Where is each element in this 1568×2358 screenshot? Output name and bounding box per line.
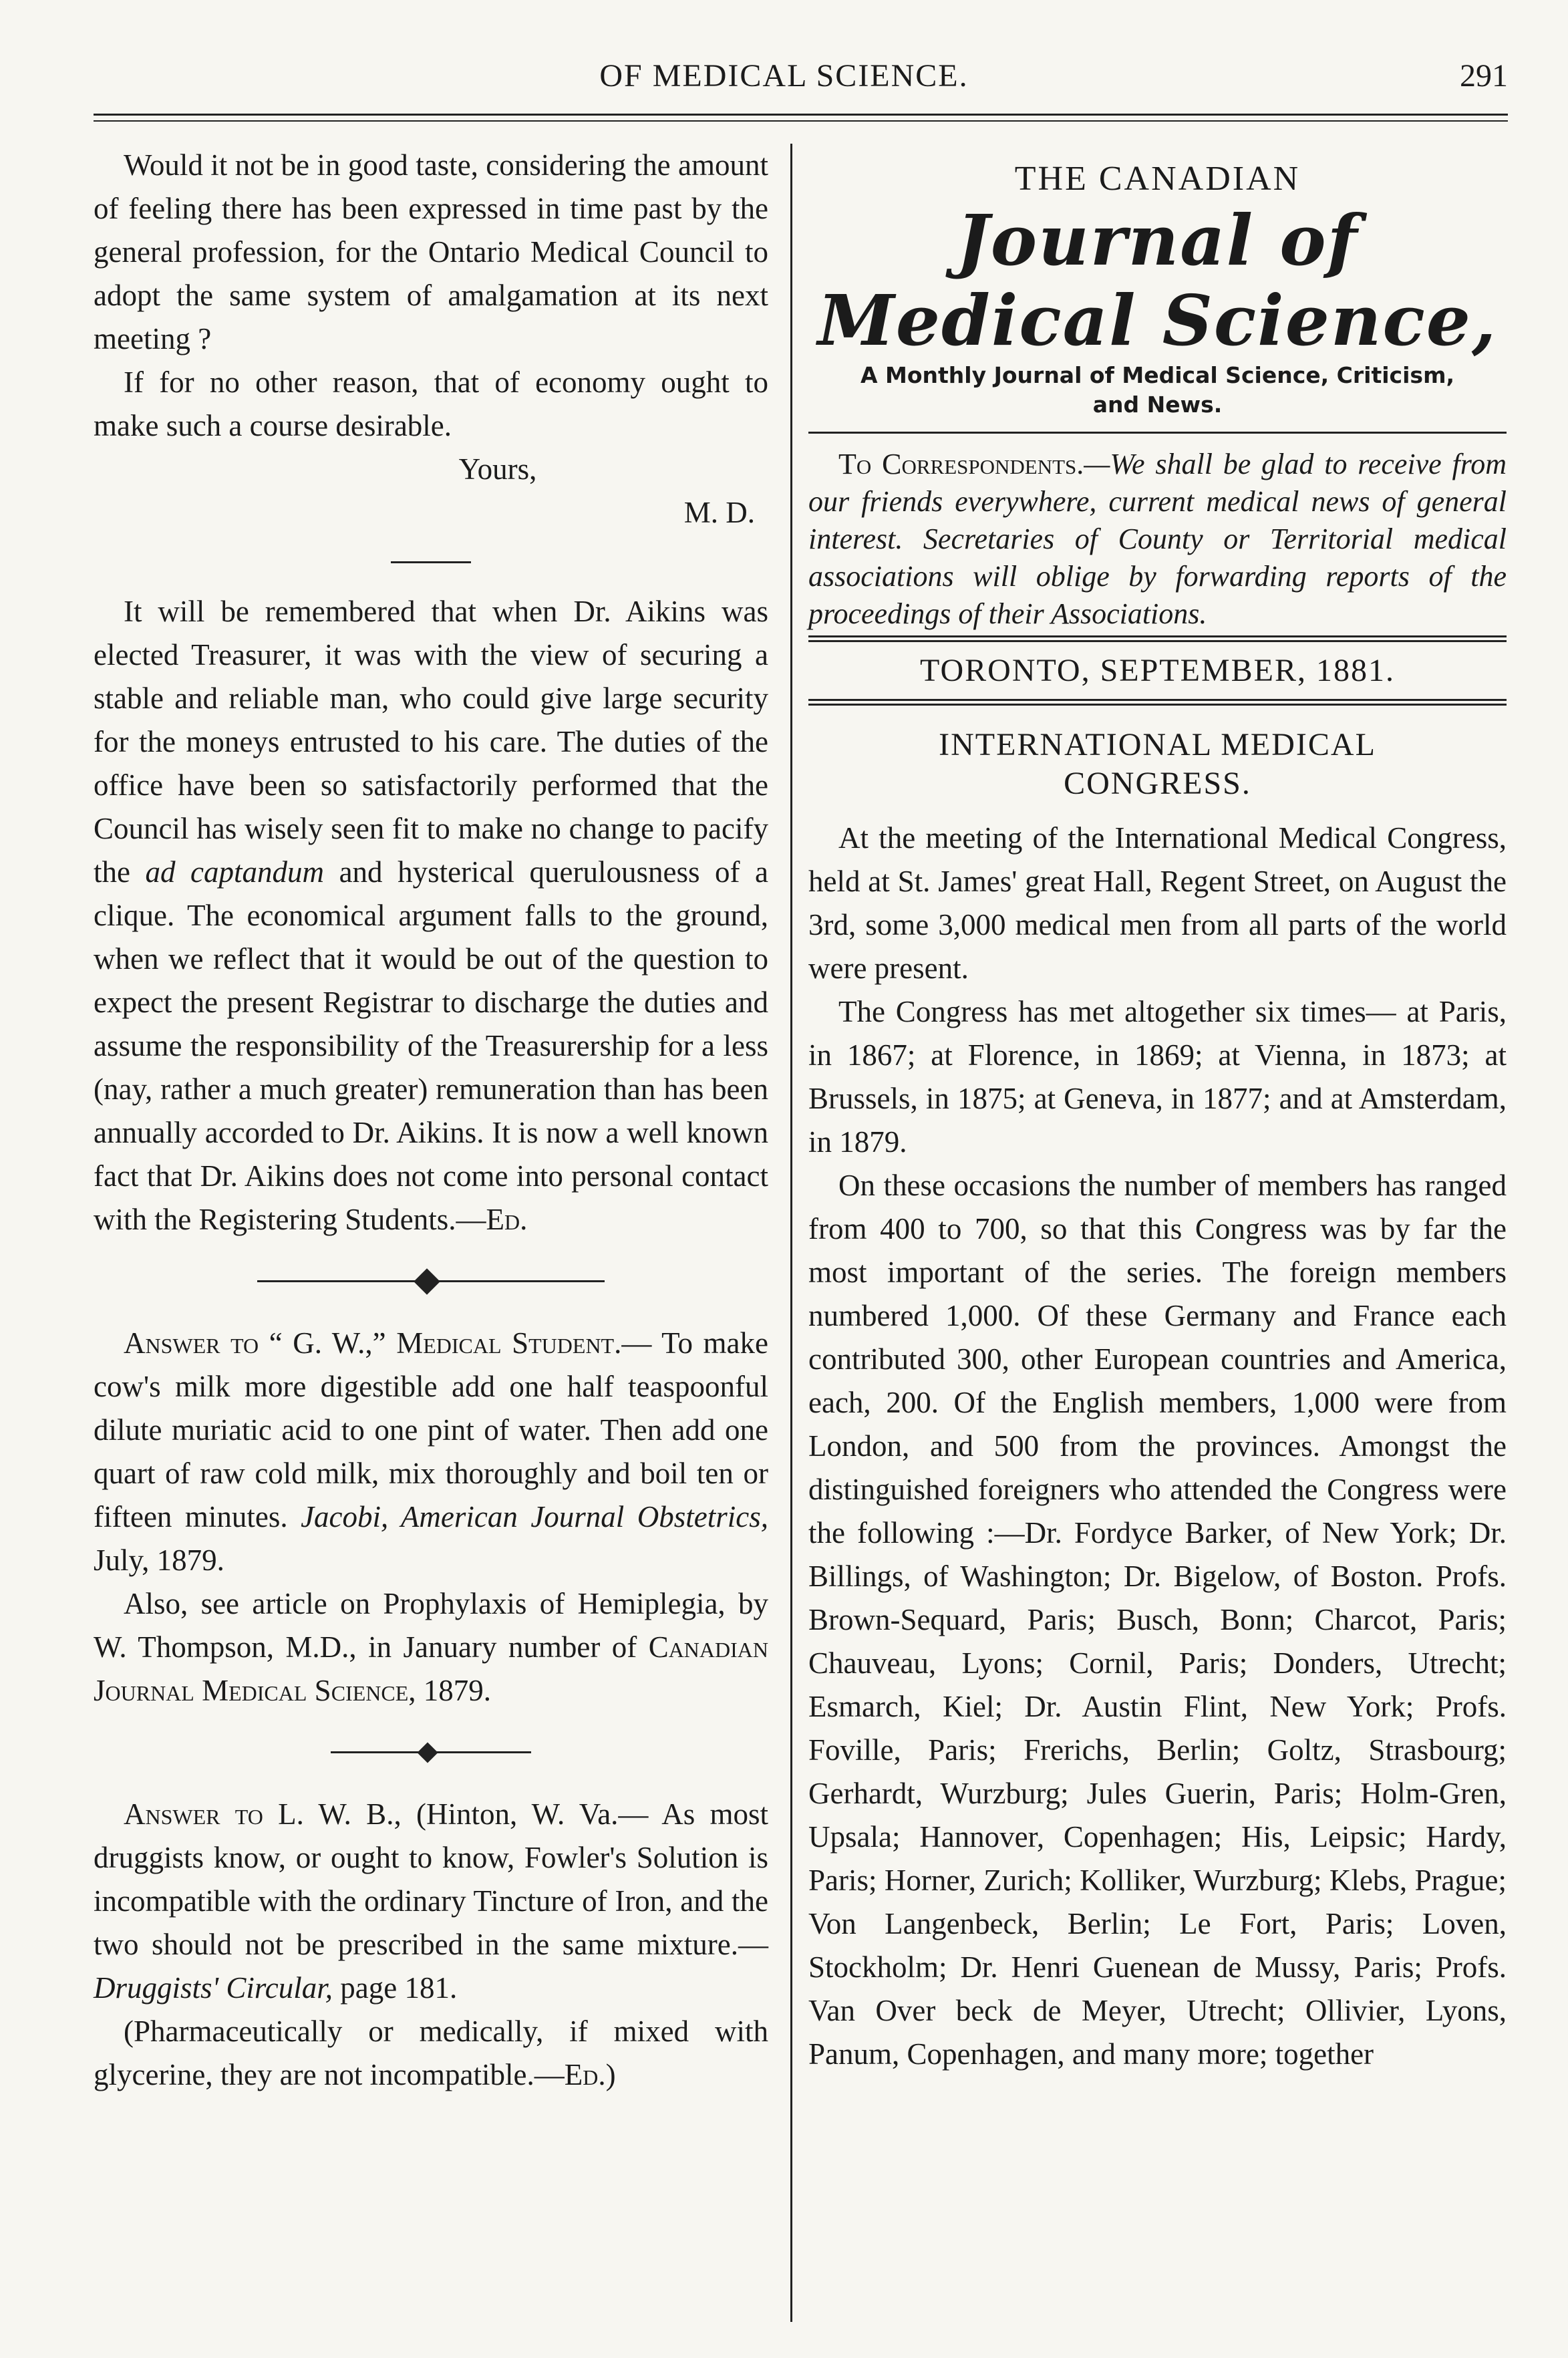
rule bbox=[808, 699, 1507, 701]
right-column bbox=[808, 144, 1507, 2076]
separator-rule bbox=[391, 561, 471, 563]
running-title: OF MEDICAL SCIENCE. bbox=[599, 58, 969, 94]
answer-gw: Answer to “ G. W.,” Medical Student.— To make cow's milk more digestible add one half teaspoonful dilute muriatic acid to one pint of water. Then add one quart of raw cold milk, mix thoroughly and boil ten or fifteen minutes. Jacobi, American Journal Obstetrics, July, 1879. bbox=[94, 1326, 769, 1577]
masthead-top: THE CANADIAN bbox=[1014, 160, 1301, 198]
masthead-subtitle: A Monthly Journal of Medical Science, Criticism, and News. bbox=[860, 362, 1454, 418]
column-divider bbox=[790, 144, 792, 2322]
rule bbox=[808, 704, 1507, 706]
correspondents-notice: To Correspondents.—We shall be glad to receive from our friends everywhere, current medical news of general interest. Secretaries of County or Territorial medical associations will oblige by forwarding reports of the proceedings of their Associations. bbox=[808, 448, 1507, 630]
dateline: TORONTO, SEPTEMBER, 1881. bbox=[920, 653, 1395, 688]
paragraph: Would it not be in good taste, considering the amount of feeling there has been expressed in time past by the general profession, for the Ontario Medical Council to adopt the same system of amalgamation at its next meeting ? bbox=[94, 148, 768, 355]
paragraph-treasurer: It will be remembered that when Dr. Aikins was elected Treasurer, it was with the view of securing a stable and reliable man, who could give large security for the moneys entrusted to his care. The duties of the office have been so satisfactorily performed that the Council has wisely seen fit to make no change to pacify the ad captandum and hysterical querulousness of a clique. The economical argument falls to the ground, when we reflect that it would be out of the question to expect the present Registrar to discharge the duties and assume the responsibility of the Treasurership for a less (nay, rather a much greater) remuneration than has been annually accorded to Dr. Aikins. It is now a well known fact that Dr. Aikins does not come into personal contact with the Registering Students.—Ed. bbox=[94, 595, 769, 1236]
signature-yours: Yours, bbox=[458, 452, 537, 486]
paragraph: On these occasions the number of members has ranged from 400 to 700, so that this Congress was by far the most important of the series. The foreign members numbered 1,000. Of these Germany and France each contributed 300, other European countries and America, each, 200. Of the English members, 1,000 were from London, and 500 from the provinces. Amongst the distinguished foreigners who attended the Congress were the following :—Dr. Fordyce Barker, of New York; Dr. Billings, of Washington; Dr. Bigelow, of Boston. Profs. Brown-Sequard, Paris; Busch, Bonn; Charcot, Paris; Chauveau, Lyons; Cornil, Paris; Donders, Utrecht; Esmarch, Kiel; Dr. Austin Flint, New York; Profs. Foville, Paris; Frerichs, Berlin; Goltz, Strasbourg; Gerhardt, Wurzburg; Jules Guerin, Paris; Holm-Gren, Upsala; Hannover, Copenhagen; His, Leipsic; Hardy, Paris; Horner, Zurich; Kolliker, Wurzburg; Klebs, Prague; Von Langenbeck, Berlin; Le Fort, Paris; Loven, Stockholm; Dr. Henri Guenean de Mussy, Paris; Profs. Van Over beck de Meyer, Utrecht; Ollivier, Lyons, Panum, Copenhagen, and many more; together bbox=[808, 1169, 1507, 2071]
answer-lwb: Answer to L. W. B., (Hinton, W. Va.— As most druggists know, or ought to know, Fowler's Solution is incompatible with the ordinary Tincture of Iron, and the two should not be prescribed in the same mixture.— Druggists' Circular, page 181. bbox=[94, 1797, 769, 2005]
section-title: INTERNATIONAL MEDICAL CONGRESS. bbox=[939, 727, 1376, 801]
ornament-divider bbox=[257, 1268, 605, 1295]
left-column bbox=[94, 144, 768, 2097]
rule bbox=[808, 432, 1507, 434]
rule bbox=[808, 640, 1507, 642]
header-rule-double bbox=[94, 120, 1508, 122]
ornament-divider-small bbox=[331, 1739, 531, 1766]
running-header bbox=[0, 53, 1568, 114]
paragraph: At the meeting of the International Medical Congress, held at St. James' great Hall, Regent Street, on August the 3rd, some 3,000 medical men from all parts of the world were present. bbox=[808, 821, 1507, 985]
paragraph-editor-note: (Pharmaceutically or medically, if mixed with glycerine, they are not incompatible.—Ed.) bbox=[94, 2015, 768, 2091]
paragraph-prophylaxis: Also, see article on Prophylaxis of Hemiplegia, by W. Thompson, M.D., in January number of Canadian Journal Medical Science, 1879. bbox=[94, 1587, 769, 1707]
paragraph: If for no other reason, that of economy ought to make such a course desirable. bbox=[94, 365, 768, 442]
header-rule bbox=[94, 114, 1508, 116]
page-number: 291 bbox=[1460, 58, 1508, 94]
paragraph: The Congress has met altogether six times— at Paris, in 1867; at Florence, in 1869; at Vienna, in 1873; at Brussels, in 1875; at Geneva, in 1877; and at Amsterdam, in 1879. bbox=[808, 995, 1507, 1159]
masthead-title: Journal of Medical Science, bbox=[817, 199, 1498, 361]
rule bbox=[808, 635, 1507, 637]
signature-initials: M. D. bbox=[683, 496, 755, 529]
